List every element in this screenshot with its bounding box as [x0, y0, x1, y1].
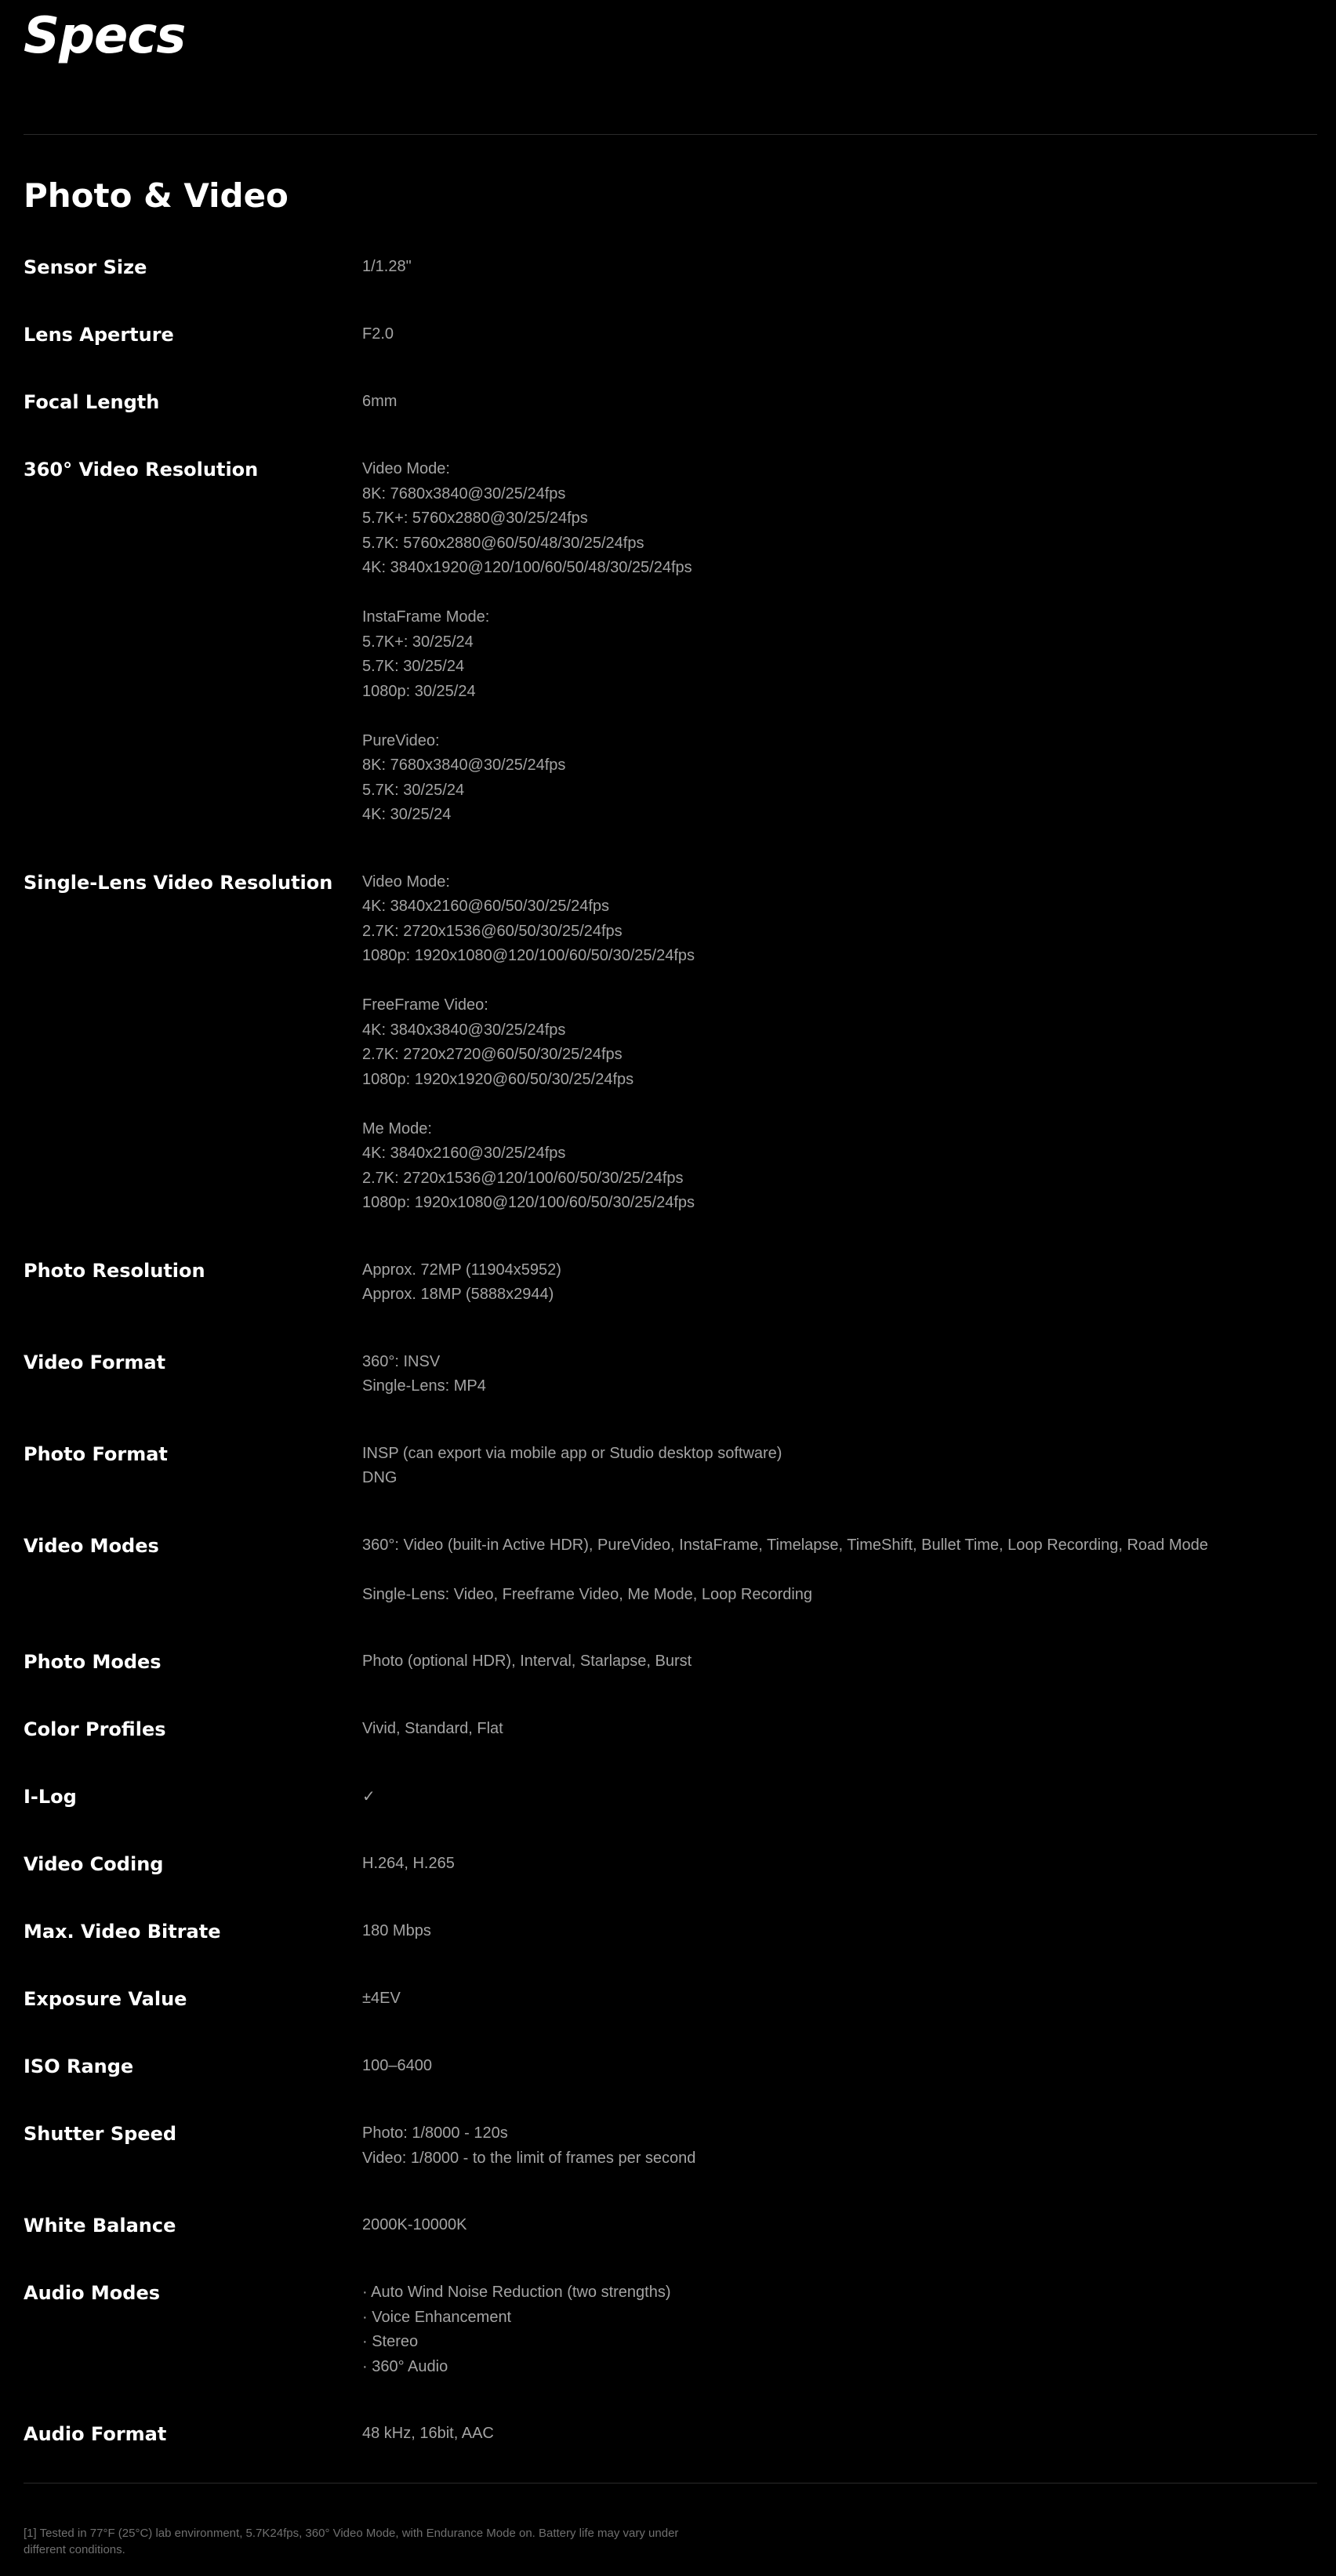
spec-label: Max. Video Bitrate: [24, 1921, 221, 1943]
spec-row: [24, 1852, 1317, 1919]
spec-value-line: 1080p: 1920x1080@120/100/60/50/30/25/24fps: [362, 1194, 695, 1211]
spec-value: [362, 1442, 1317, 1491]
spec-row: [24, 2213, 1317, 2280]
spec-value-line: 4K: 30/25/24: [362, 806, 452, 823]
spec-value-line: PureVideo:: [362, 731, 440, 749]
spec-value: [362, 255, 1317, 280]
spec-value-line: H.264, H.265: [362, 1855, 455, 1872]
spec-value-line: [362, 969, 1317, 994]
spec-value-line: 360°: Video (built-in Active HDR), PureVideo, InstaFrame, Timelapse, TimeShift, Bullet Time, Loop Recording, Road Mode: [362, 1536, 1208, 1554]
spec-row: [24, 2280, 1317, 2422]
spec-value-line: Video Mode:: [362, 873, 450, 891]
spec-row: [24, 390, 1317, 457]
spec-value: [362, 2213, 1317, 2238]
footnote-line: different conditions.: [24, 2543, 125, 2556]
spec-value: [362, 1717, 1317, 1742]
spec-label: Color Profiles: [24, 1718, 166, 1740]
spec-label: Focal Length: [24, 391, 160, 413]
spec-label: Lens Aperture: [24, 324, 174, 346]
spec-value: [362, 1350, 1317, 1399]
spec-row: [24, 255, 1317, 322]
spec-value-line: 100–6400: [362, 2057, 432, 2074]
spec-value-line: · 360° Audio: [362, 2357, 448, 2375]
top-divider: [24, 134, 1317, 135]
spec-value-line: Approx. 72MP (11904x5952): [362, 1261, 561, 1279]
spec-row: [24, 1784, 1317, 1852]
spec-value: [362, 1852, 1317, 1877]
spec-value-line: F2.0: [362, 325, 394, 343]
spec-value-line: FreeFrame Video:: [362, 996, 488, 1014]
spec-value-line: ±4EV: [362, 1990, 401, 2007]
page-title: Specs: [24, 7, 186, 65]
spec-row: [24, 457, 1317, 870]
spec-value: [362, 1258, 1317, 1308]
spec-value: [362, 1533, 1317, 1608]
spec-value-line: 48 kHz, 16bit, AAC: [362, 2425, 494, 2442]
spec-value-line: Vivid, Standard, Flat: [362, 1720, 503, 1737]
spec-row: [24, 1533, 1317, 1650]
spec-value-line: 8K: 7680x3840@30/25/24fps: [362, 756, 566, 774]
spec-label: I-Log: [24, 1786, 77, 1808]
spec-value-line: Video: 1/8000 - to the limit of frames per second: [362, 2149, 696, 2167]
spec-row: [24, 2121, 1317, 2213]
spec-label: Photo Modes: [24, 1651, 162, 1673]
spec-value-line: INSP (can export via mobile app or Studio desktop software): [362, 1444, 782, 1462]
spec-value: [362, 390, 1317, 415]
spec-value-line: 4K: 3840x2160@60/50/30/25/24fps: [362, 898, 609, 915]
spec-value: [362, 322, 1317, 347]
spec-label: Photo Format: [24, 1442, 168, 1465]
spec-value: [362, 2280, 1317, 2379]
spec-value: [362, 870, 1317, 1216]
spec-value-line: Video Mode:: [362, 460, 450, 477]
spec-value-line: DNG: [362, 1469, 398, 1486]
spec-value: [362, 1784, 1317, 1809]
spec-value-line: Single-Lens: Video, Freeframe Video, Me Mode, Loop Recording: [362, 1585, 813, 1603]
check-icon: ✓: [362, 1787, 376, 1805]
spec-value-line: 4K: 3840x3840@30/25/24fps: [362, 1021, 566, 1039]
spec-row: [24, 870, 1317, 1258]
spec-label: Shutter Speed: [24, 2123, 177, 2145]
spec-value-line: 2.7K: 2720x2720@60/50/30/25/24fps: [362, 1046, 623, 1063]
spec-value-line: 5.7K+: 5760x2880@30/25/24fps: [362, 510, 588, 527]
spec-value-line: 8K: 7680x3840@30/25/24fps: [362, 484, 566, 503]
spec-row: [24, 1649, 1317, 1717]
spec-value-line: · Auto Wind Noise Reduction (two strengths): [362, 2284, 671, 2301]
spec-value-line: 4K: 3840x1920@120/100/60/50/48/30/25/24fps: [362, 559, 692, 576]
spec-value-line: 5.7K: 30/25/24: [362, 658, 465, 675]
spec-row: [24, 2422, 1317, 2489]
spec-label: Video Format: [24, 1351, 166, 1373]
spec-row: [24, 1919, 1317, 1986]
spec-label: Photo Resolution: [24, 1259, 205, 1282]
spec-value-line: Single-Lens: MP4: [362, 1377, 486, 1395]
spec-value-line: Photo (optional HDR), Interval, Starlapse, Burst: [362, 1653, 692, 1670]
spec-value-line: 2.7K: 2720x1536@60/50/30/25/24fps: [362, 922, 623, 940]
spec-row: [24, 1258, 1317, 1350]
spec-label: ISO Range: [24, 2055, 134, 2077]
spec-label: Audio Modes: [24, 2282, 161, 2304]
spec-value-line: InstaFrame Mode:: [362, 608, 490, 626]
spec-label: Single-Lens Video Resolution: [24, 871, 333, 894]
spec-value-line: Me Mode:: [362, 1119, 432, 1137]
spec-row: [24, 1986, 1317, 2054]
spec-label: Audio Format: [24, 2423, 167, 2445]
spec-value-line: 180 Mbps: [362, 1922, 431, 1939]
spec-label: 360° Video Resolution: [24, 459, 259, 481]
spec-row: [24, 1442, 1317, 1533]
spec-row: [24, 1350, 1317, 1442]
spec-value-line: 1080p: 1920x1920@60/50/30/25/24fps: [362, 1070, 634, 1088]
spec-label: Video Coding: [24, 1853, 164, 1875]
spec-value-line: Photo: 1/8000 - 120s: [362, 2124, 508, 2142]
footnote: [24, 2525, 729, 2558]
spec-value-line: [362, 1092, 1317, 1117]
spec-label: Exposure Value: [24, 1988, 187, 2010]
spec-label: Video Modes: [24, 1534, 159, 1557]
spec-value-line: · Stereo: [362, 2333, 419, 2350]
spec-value-line: 4K: 3840x2160@30/25/24fps: [362, 1145, 566, 1162]
spec-value-line: 2000K-10000K: [362, 2216, 467, 2233]
spec-value-line: 1080p: 1920x1080@120/100/60/50/30/25/24fps: [362, 947, 695, 964]
spec-value-line: 360°: INSV: [362, 1352, 441, 1370]
spec-value: [362, 1919, 1317, 1944]
footnote-line: [1] Tested in 77°F (25°C) lab environment, 5.7K24fps, 360° Video Mode, with Endurance Mode on. Battery life may vary under: [24, 2527, 679, 2540]
spec-value-line: · Voice Enhancement: [362, 2308, 512, 2326]
spec-row: [24, 322, 1317, 390]
spec-value: [362, 1649, 1317, 1674]
spec-value-line: 2.7K: 2720x1536@120/100/60/50/30/25/24fps: [362, 1169, 684, 1187]
spec-value: [362, 2121, 1317, 2171]
spec-value-line: 5.7K: 30/25/24: [362, 781, 465, 799]
spec-value: [362, 2422, 1317, 2447]
spec-value-line: Approx. 18MP (5888x2944): [362, 1286, 554, 1303]
section-title: Photo & Video: [24, 176, 289, 215]
spec-value: [362, 1986, 1317, 2012]
spec-row: [24, 1717, 1317, 1784]
spec-value-line: [362, 581, 1317, 606]
spec-value: [362, 2054, 1317, 2079]
spec-row: [24, 2054, 1317, 2121]
spec-value-line: 1/1.28": [362, 258, 412, 275]
spec-value-line: 5.7K+: 30/25/24: [362, 633, 474, 651]
spec-value-line: 6mm: [362, 393, 398, 410]
spec-value-line: 5.7K: 5760x2880@60/50/48/30/25/24fps: [362, 534, 644, 552]
spec-label: White Balance: [24, 2215, 176, 2237]
spec-label: Sensor Size: [24, 256, 147, 278]
spec-value-line: 1080p: 30/25/24: [362, 682, 476, 700]
spec-list: [24, 255, 1317, 2489]
spec-value-line: [362, 1558, 1317, 1583]
spec-value: [362, 457, 1317, 828]
spec-value-line: [362, 704, 1317, 729]
